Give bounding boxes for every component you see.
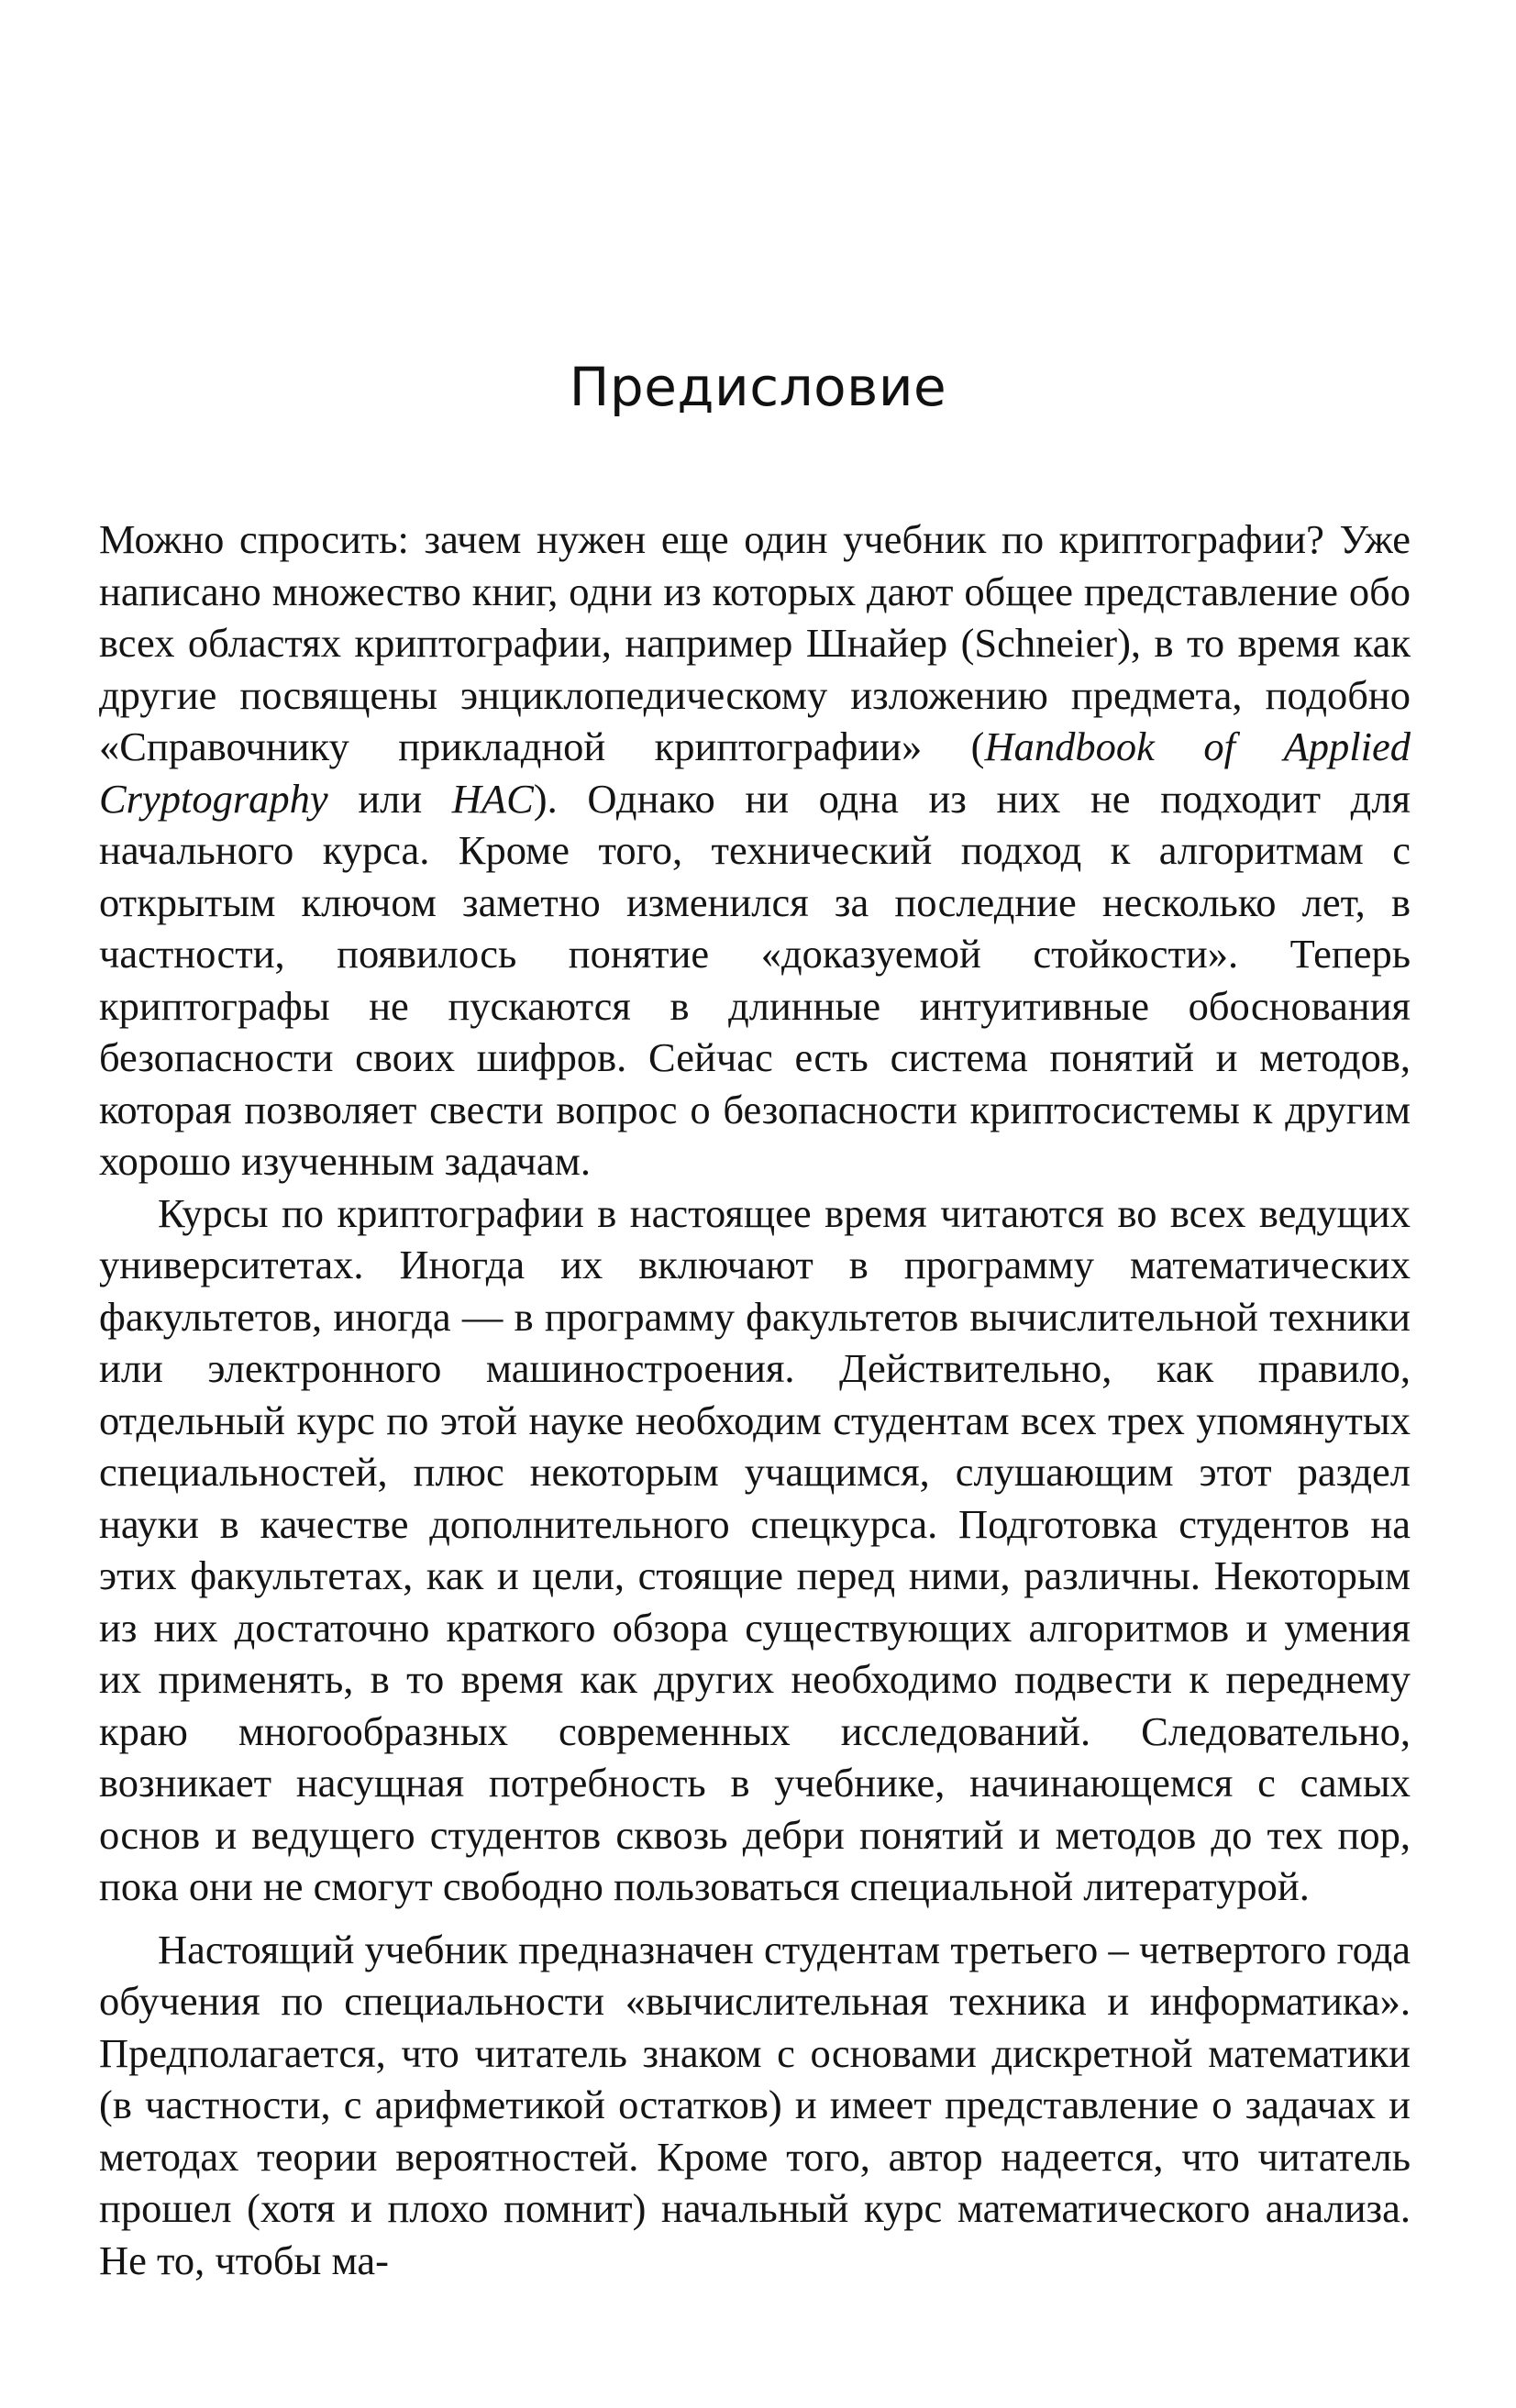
book-title-italic: Handbook of Applied Cryptography — [99, 724, 1411, 822]
book-abbrev-italic: HAC — [451, 775, 534, 822]
paragraph-1-text: Можно спросить: зачем нужен еще один учебник по криптографии? Уже написано множество книг, одни из которых дают общее представление обо всех областях криптографии, например Шнайер (Schneier), в то время как другие посвящены энциклопедическому изложению предмета, подобно «Справочнику прикладной криптографии» ( — [99, 516, 1411, 769]
page-title: Предисловие — [569, 356, 947, 418]
paragraph-2-text: Курсы по криптографии в настоящее время читаются во всех ведущих университетах. Иногда их включают в программу математических факультетов, иногда — в программу факультетов вычислительной техники или электронного машиностроения. Действительно, как правило, отдельный курс по этой науке необходим студентам всех трех упомянутых специальностей, плюс некоторым учащимся, слушающим этот раздел науки в качестве дополнительного спецкурса. Подготовка студентов на этих факультетах, как и цели, стоящие перед ними, различны. Некоторым из них достаточно краткого обзора существующих алгоритмов и умения их применять, в то время как других необходимо подвести к переднему краю многообразных современных исследований. Следовательно, возникает насущная потребность в учебнике, начинающемся с самых основ и ведущего студентов сквозь дебри понятий и методов до тех пор, пока они не смогут свободно пользоваться специальной литературой. — [99, 1189, 1411, 1909]
paragraph-2 — [99, 1187, 1411, 1913]
paragraph-3-text: Настоящий учебник предназначен студентам третьего – четвертого года обучения по специальности «вычислительная техника и информатика». Предполагается, что читатель знаком с основами дискретной математики (в частности, с арифметикой остатков) и имеет представление о задачах и методах теории вероятностей. Кроме того, автор надеется, что читатель прошел (хотя и плохо помнит) начальный курс математического анализа. Не то, чтобы ма- — [99, 1926, 1411, 2283]
paragraph-1 — [99, 514, 1411, 1187]
paragraph-1-text: ). Однако ни одна из них не подходит для начального курса. Кроме того, технический подход к алгоритмам с открытым ключом заметно изменился за последние несколько лет, в частности, появилось понятие «доказуемой стойкости». Теперь криптографы не пускаются в длинные интуитивные обоснования безопасности своих шифров. Сейчас есть система понятий и методов, которая позволяет свести вопрос о безопасности криптосистемы к другим хорошо изученным задачам. — [99, 775, 1411, 1184]
paragraph-3 — [99, 1924, 1411, 2287]
paragraph-1-text: или — [327, 775, 452, 822]
preface-body — [99, 514, 1411, 2286]
